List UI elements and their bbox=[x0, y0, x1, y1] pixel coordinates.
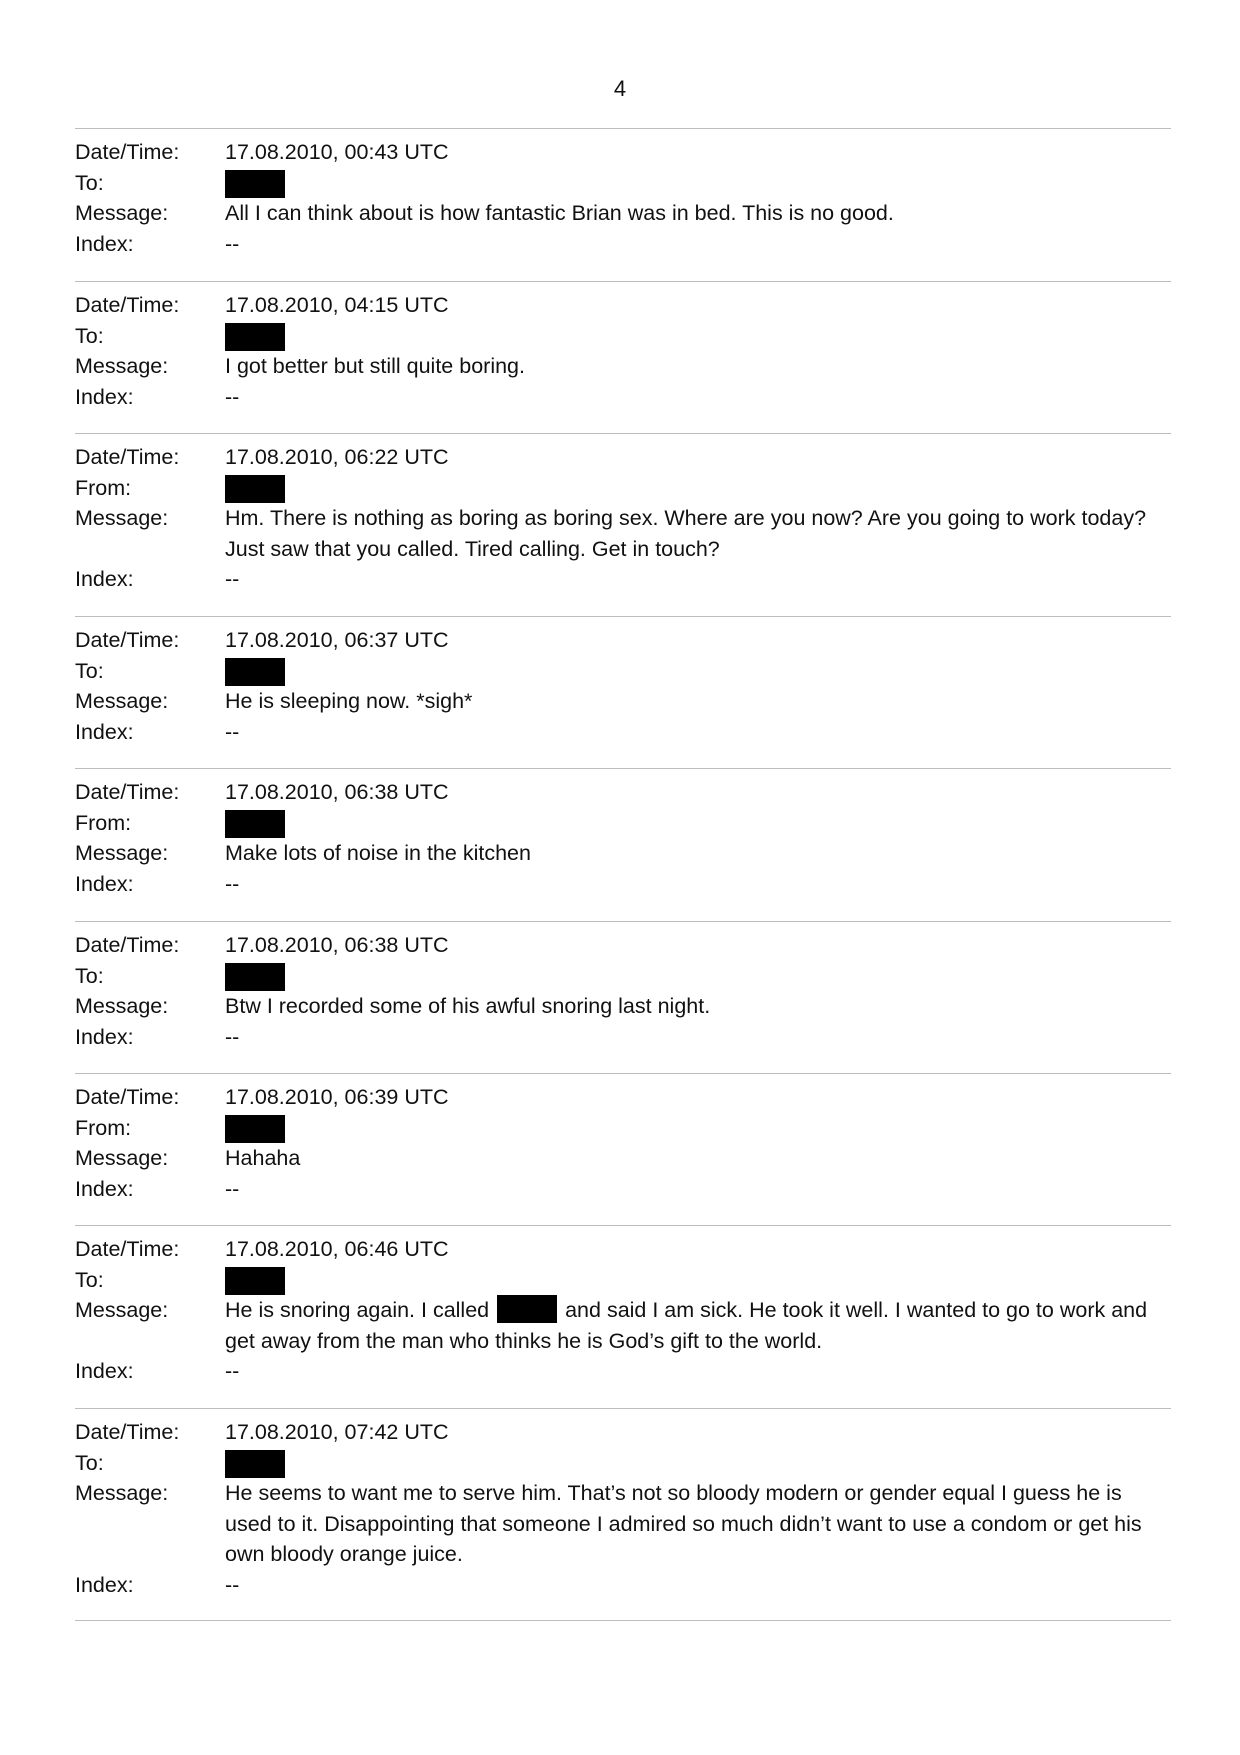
from-label: From: bbox=[75, 810, 132, 835]
redaction-box bbox=[225, 475, 285, 503]
redaction-box bbox=[225, 170, 285, 198]
message-row bbox=[75, 838, 1171, 869]
message-log bbox=[75, 128, 1171, 1621]
datetime-row bbox=[75, 930, 1171, 961]
index-value: -- bbox=[225, 384, 240, 409]
index-row bbox=[75, 1174, 1171, 1205]
redaction-box bbox=[225, 810, 285, 838]
to-label: To: bbox=[75, 1450, 104, 1475]
index-label: Index: bbox=[75, 384, 134, 409]
message-label: Message: bbox=[75, 506, 169, 530]
message-label: Message: bbox=[75, 1481, 169, 1505]
message-text: Btw I recorded some of his awful snoring last night. bbox=[225, 994, 711, 1018]
message-record bbox=[75, 768, 1171, 921]
index-row bbox=[75, 382, 1171, 413]
datetime-label: Date/Time: bbox=[75, 1085, 180, 1109]
message-text: I got better but still quite boring. bbox=[225, 354, 525, 378]
message-label: Message: bbox=[75, 689, 169, 713]
message-text: All I can think about is how fantastic Brian was in bed. This is no good. bbox=[225, 201, 894, 225]
message-text: Make lots of noise in the kitchen bbox=[225, 841, 531, 865]
message-row bbox=[75, 1478, 1171, 1570]
message-label: Message: bbox=[75, 841, 169, 865]
from-label: From: bbox=[75, 475, 132, 500]
message-text-part: and said I am sick. He took it well. I wanted to go to work and get away from the man who thinks he is God’s gift to the world. bbox=[225, 1298, 1148, 1353]
page-number: 4 bbox=[613, 76, 627, 101]
index-label: Index: bbox=[75, 1572, 134, 1597]
datetime-value: 17.08.2010, 06:38 UTC bbox=[225, 780, 449, 804]
index-value: -- bbox=[225, 871, 240, 896]
redaction-box bbox=[497, 1295, 557, 1323]
datetime-row bbox=[75, 137, 1171, 168]
message-text-part: He is snoring again. I called bbox=[225, 1298, 490, 1322]
datetime-label: Date/Time: bbox=[75, 780, 180, 804]
index-label: Index: bbox=[75, 871, 134, 896]
index-value: -- bbox=[225, 231, 240, 256]
index-label: Index: bbox=[75, 1024, 134, 1049]
message-record bbox=[75, 1225, 1171, 1408]
message-label: Message: bbox=[75, 201, 169, 225]
recipient-row bbox=[75, 1265, 1171, 1296]
to-label: To: bbox=[75, 658, 104, 683]
index-label: Index: bbox=[75, 1176, 134, 1201]
message-row bbox=[75, 686, 1171, 717]
index-label: Index: bbox=[75, 231, 134, 256]
redaction-box bbox=[225, 658, 285, 686]
index-label: Index: bbox=[75, 1359, 134, 1383]
recipient-row bbox=[75, 321, 1171, 352]
datetime-value: 17.08.2010, 04:15 UTC bbox=[225, 293, 449, 317]
sender-row bbox=[75, 473, 1171, 504]
datetime-value: 17.08.2010, 06:22 UTC bbox=[225, 445, 449, 469]
datetime-row bbox=[75, 625, 1171, 656]
message-record bbox=[75, 1408, 1171, 1621]
datetime-row bbox=[75, 1082, 1171, 1113]
message-row bbox=[75, 1295, 1171, 1356]
message-label: Message: bbox=[75, 994, 169, 1018]
index-value: -- bbox=[225, 1176, 240, 1201]
message-text: He is sleeping now. *sigh* bbox=[225, 689, 473, 713]
datetime-label: Date/Time: bbox=[75, 140, 180, 164]
message-label: Message: bbox=[75, 1146, 169, 1170]
message-record bbox=[75, 433, 1171, 616]
sender-row bbox=[75, 1113, 1171, 1144]
message-row bbox=[75, 1143, 1171, 1174]
index-label: Index: bbox=[75, 567, 134, 591]
index-row bbox=[75, 1570, 1171, 1601]
recipient-row bbox=[75, 656, 1171, 687]
message-label: Message: bbox=[75, 1298, 169, 1322]
message-text bbox=[225, 1295, 1171, 1356]
message-row bbox=[75, 198, 1171, 229]
datetime-row bbox=[75, 1417, 1171, 1448]
message-row bbox=[75, 351, 1171, 382]
redaction-box bbox=[225, 963, 285, 991]
datetime-label: Date/Time: bbox=[75, 445, 180, 469]
datetime-value: 17.08.2010, 06:46 UTC bbox=[225, 1237, 449, 1261]
redaction-box bbox=[225, 1115, 285, 1143]
message-record bbox=[75, 616, 1171, 768]
index-row bbox=[75, 717, 1171, 748]
redaction-box bbox=[225, 1267, 285, 1295]
index-value: -- bbox=[225, 567, 240, 591]
datetime-value: 17.08.2010, 06:38 UTC bbox=[225, 933, 449, 957]
sender-row bbox=[75, 808, 1171, 839]
recipient-row bbox=[75, 961, 1171, 992]
index-label: Index: bbox=[75, 719, 134, 744]
message-label: Message: bbox=[75, 354, 169, 378]
message-row bbox=[75, 991, 1171, 1022]
datetime-value: 17.08.2010, 00:43 UTC bbox=[225, 140, 449, 164]
datetime-value: 17.08.2010, 06:39 UTC bbox=[225, 1085, 449, 1109]
datetime-value: 17.08.2010, 06:37 UTC bbox=[225, 628, 449, 652]
datetime-label: Date/Time: bbox=[75, 1237, 180, 1261]
index-value: -- bbox=[225, 719, 240, 744]
redaction-box bbox=[225, 323, 285, 351]
recipient-row bbox=[75, 168, 1171, 199]
recipient-row bbox=[75, 1448, 1171, 1479]
datetime-label: Date/Time: bbox=[75, 628, 180, 652]
message-text: He seems to want me to serve him. That’s not so bloody modern or gender equal I guess he is used to it. Disappointing that someone I admired so much didn’t want to use a condom or get his own bloody orange juice. bbox=[225, 1481, 1142, 1566]
index-value: -- bbox=[225, 1572, 240, 1597]
index-row bbox=[75, 1022, 1171, 1053]
index-row bbox=[75, 564, 1171, 595]
index-value: -- bbox=[225, 1024, 240, 1049]
datetime-value: 17.08.2010, 07:42 UTC bbox=[225, 1420, 449, 1444]
datetime-label: Date/Time: bbox=[75, 293, 180, 317]
message-record bbox=[75, 128, 1171, 281]
index-row bbox=[75, 1356, 1171, 1387]
index-value: -- bbox=[225, 1359, 240, 1383]
redaction-box bbox=[225, 1450, 285, 1478]
to-label: To: bbox=[75, 170, 104, 195]
index-row bbox=[75, 229, 1171, 260]
to-label: To: bbox=[75, 323, 104, 348]
message-record bbox=[75, 1073, 1171, 1225]
datetime-label: Date/Time: bbox=[75, 933, 180, 957]
datetime-row bbox=[75, 290, 1171, 321]
datetime-row bbox=[75, 777, 1171, 808]
to-label: To: bbox=[75, 963, 104, 988]
from-label: From: bbox=[75, 1115, 132, 1140]
datetime-label: Date/Time: bbox=[75, 1420, 180, 1444]
index-row bbox=[75, 869, 1171, 900]
datetime-row bbox=[75, 442, 1171, 473]
message-record bbox=[75, 281, 1171, 433]
datetime-row bbox=[75, 1234, 1171, 1265]
message-text: Hahaha bbox=[225, 1146, 301, 1170]
message-record bbox=[75, 921, 1171, 1073]
to-label: To: bbox=[75, 1267, 104, 1292]
message-row bbox=[75, 503, 1171, 564]
message-text: Hm. There is nothing as boring as boring sex. Where are you now? Are you going to work today? Just saw that you called. Tired calling. Get in touch? bbox=[225, 506, 1147, 561]
